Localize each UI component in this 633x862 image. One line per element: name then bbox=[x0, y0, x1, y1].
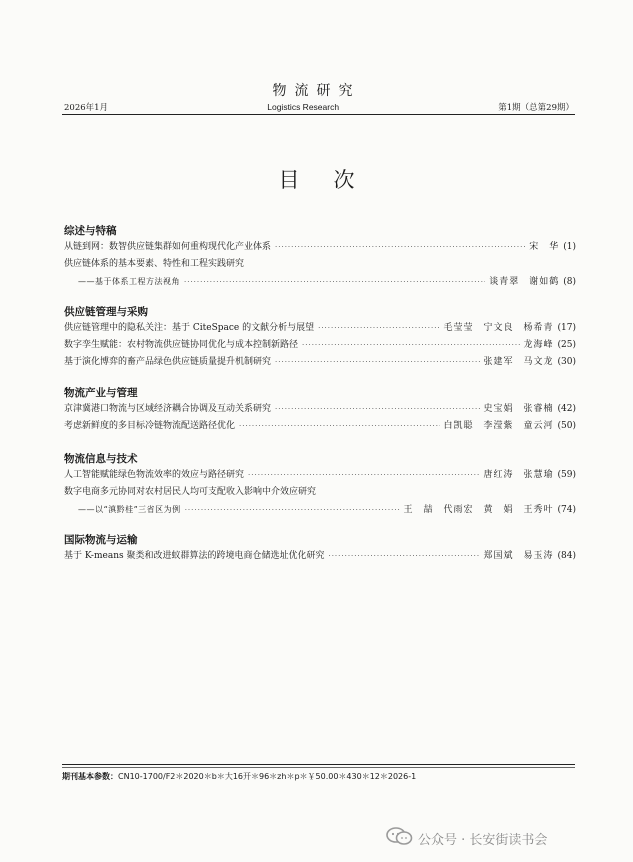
section-heading: 供应链管理与采购 bbox=[64, 306, 148, 318]
parameters-label: 期刊基本参数： bbox=[62, 772, 118, 781]
header-rule bbox=[62, 114, 575, 115]
toc-section bbox=[64, 452, 576, 518]
issue-number: 第1期（总第29期） bbox=[498, 103, 574, 113]
toc-entry[interactable] bbox=[64, 256, 576, 290]
page-number: (84) bbox=[557, 551, 576, 561]
leader-dots bbox=[275, 354, 479, 371]
toc-entry[interactable] bbox=[64, 548, 576, 565]
page-number: (25) bbox=[557, 340, 576, 350]
leader-dots bbox=[302, 337, 519, 354]
section-heading: 综述与特稿 bbox=[64, 225, 117, 237]
leader-dots bbox=[184, 274, 485, 291]
toc-entry[interactable] bbox=[64, 354, 576, 371]
article-title: 基于 K-means 聚类和改进蚁群算法的跨境电商仓储选址优化研究 bbox=[64, 551, 325, 561]
toc-entry[interactable] bbox=[64, 337, 576, 354]
article-subtitle: ——以“滇黔桂”三省区为例 bbox=[78, 505, 181, 514]
journal-english-name: Logistics Research bbox=[267, 102, 340, 112]
toc-entry[interactable] bbox=[64, 418, 576, 435]
toc-entry[interactable] bbox=[64, 467, 576, 484]
running-header bbox=[64, 101, 574, 113]
watermark-text: 公众号 · 长安街读书会 bbox=[418, 832, 548, 848]
page-number: (1) bbox=[563, 242, 576, 252]
toc-section bbox=[64, 386, 576, 435]
page-number: (42) bbox=[557, 404, 576, 414]
leader-dots bbox=[275, 239, 525, 256]
toc-section bbox=[64, 305, 576, 371]
toc-entry[interactable] bbox=[64, 484, 576, 518]
article-authors: 郑国斌 易玉涛 bbox=[483, 551, 554, 561]
article-authors: 白凯聪 李滢紫 童云河 bbox=[443, 421, 554, 431]
footer-rule-thin bbox=[62, 767, 575, 768]
article-subtitle: ——基于体系工程方法视角 bbox=[78, 277, 180, 286]
article-title: 数字电商多元协同对农村居民人均可支配收入影响中介效应研究 bbox=[64, 487, 317, 497]
page-number: (30) bbox=[557, 357, 576, 367]
toc-section bbox=[64, 533, 576, 565]
leader-dots bbox=[185, 502, 400, 519]
toc-entry[interactable] bbox=[64, 320, 576, 337]
leader-dots bbox=[328, 548, 479, 565]
leader-dots bbox=[275, 401, 479, 418]
section-heading: 物流产业与管理 bbox=[64, 387, 138, 399]
article-authors: 宋 华 bbox=[529, 242, 560, 252]
article-title: 供应链管理中的隐私关注：基于 CiteSpace 的文献分析与展望 bbox=[64, 323, 315, 333]
article-title: 从链到网：数智供应链集群如何重构现代化产业体系 bbox=[64, 242, 272, 252]
article-authors: 史宝娟 张睿楠 bbox=[483, 404, 554, 414]
leader-dots bbox=[239, 418, 439, 435]
article-title: 基于演化博弈的畜产品绿色供应链质量提升机制研究 bbox=[64, 357, 272, 367]
toc-entry[interactable] bbox=[64, 239, 576, 256]
article-title: 供应链体系的基本要素、特性和工程实践研究 bbox=[64, 259, 245, 269]
journal-name: 物流研究 bbox=[272, 83, 361, 99]
journal-parameters bbox=[62, 771, 416, 782]
page-number: (74) bbox=[557, 505, 576, 515]
article-title: 京津冀港口物流与区域经济耦合协调及互动关系研究 bbox=[64, 404, 272, 414]
watermark bbox=[386, 826, 547, 850]
toc-section bbox=[64, 224, 576, 290]
section-heading: 国际物流与运输 bbox=[64, 534, 138, 546]
article-title: 考虑新鲜度的多目标冷链物流配送路径优化 bbox=[64, 421, 236, 431]
article-authors: 王 喆 代雨宏 黄 娟 王秀叶 bbox=[403, 505, 554, 515]
parameters-value: CN10-1700/F2＊2020＊b＊大16开＊96＊zh＊p＊￥50.00＊430＊12＊2026-1 bbox=[118, 772, 417, 781]
page-number: (8) bbox=[563, 277, 576, 287]
article-authors: 唐红涛 张慧瑜 bbox=[483, 470, 554, 480]
article-authors: 张建军 马文龙 bbox=[483, 357, 554, 367]
page-number: (59) bbox=[557, 470, 576, 480]
article-authors: 龙海峰 bbox=[523, 340, 554, 350]
leader-dots bbox=[248, 467, 479, 484]
toc-entry[interactable] bbox=[64, 401, 576, 418]
article-authors: 毛莹莹 宁文良 杨希青 bbox=[443, 323, 554, 333]
issue-date: 2026年1月 bbox=[64, 103, 109, 113]
page-number: (50) bbox=[557, 421, 576, 431]
footer-rule bbox=[62, 764, 575, 765]
toc-title: 目次 bbox=[278, 168, 389, 192]
article-authors: 谈青翠 谢如鹤 bbox=[489, 277, 560, 287]
leader-dots bbox=[318, 320, 439, 337]
page-number: (17) bbox=[557, 323, 576, 333]
article-title: 人工智能赋能绿色物流效率的效应与路径研究 bbox=[64, 470, 245, 480]
section-heading: 物流信息与技术 bbox=[64, 453, 138, 465]
article-title: 数字孪生赋能：农村物流供应链协同优化与成本控制新路径 bbox=[64, 340, 299, 350]
wechat-icon bbox=[386, 826, 418, 850]
